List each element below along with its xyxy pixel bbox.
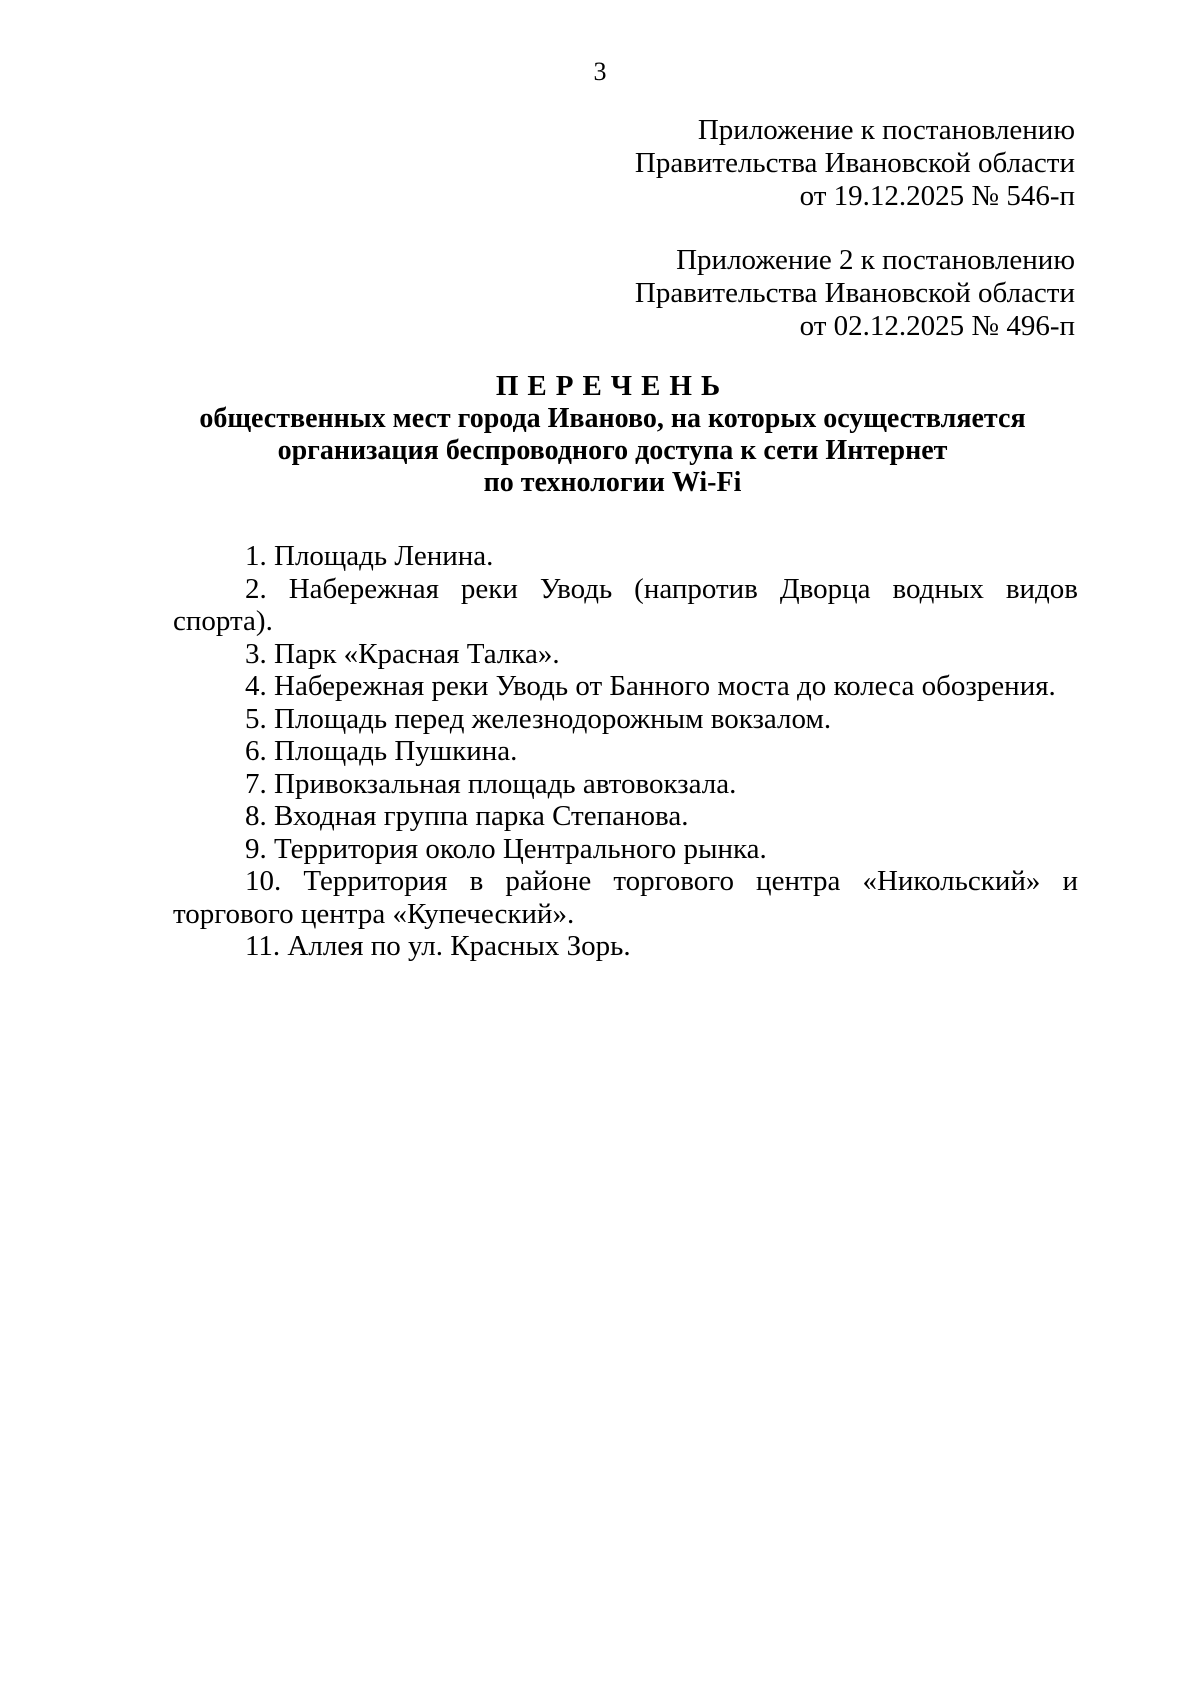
list-item: 4. Набережная реки Уводь от Банного моста до колеса обозрения.: [245, 670, 1056, 702]
subtitle-line-1: общественных мест города Иваново, на которых осуществляется: [199, 403, 1026, 434]
appendix-header-2: [635, 244, 1075, 343]
list-item: 10. Территория в районе торгового центра «Никольский» и торгового центра «Купеческий».: [173, 865, 1078, 930]
list-item: 9. Территория около Центрального рынка.: [245, 832, 767, 865]
appendix-header-1: [635, 114, 1075, 213]
subtitle-line-2: организация беспроводного доступа к сети Интернет: [277, 435, 948, 466]
list-item: 3. Парк «Красная Талка».: [245, 637, 560, 670]
appendix-1-line-3: от 19.12.2025 № 546-п: [799, 180, 1075, 212]
places-list: [173, 540, 1078, 963]
list-item: 1. Площадь Ленина.: [245, 540, 494, 572]
document-title: ПЕРЕЧЕНЬ: [495, 370, 730, 402]
appendix-2-line-3: от 02.12.2025 № 496-п: [799, 310, 1075, 342]
list-item: 2. Набережная реки Уводь (напротив Дворца водных видов спорта).: [173, 572, 1078, 637]
list-item: 11. Аллея по ул. Красных Зорь.: [245, 930, 631, 962]
document-subtitle: [150, 403, 1075, 499]
appendix-1-line-2: Правительства Ивановской области: [634, 147, 1075, 179]
appendix-1-line-1: Приложение к постановлению: [697, 114, 1075, 146]
appendix-2-line-1: Приложение 2 к постановлению: [676, 244, 1075, 276]
list-item: 7. Привокзальная площадь автовокзала.: [245, 767, 737, 800]
title-block: [150, 370, 1075, 499]
list-item: 8. Входная группа парка Степанова.: [245, 800, 689, 832]
list-item: 6. Площадь Пушкина.: [245, 735, 518, 767]
appendix-2-line-2: Правительства Ивановской области: [634, 277, 1075, 309]
list-item: 5. Площадь перед железнодорожным вокзалом.: [245, 702, 832, 735]
subtitle-line-3: по технологии Wi-Fi: [483, 467, 742, 498]
page-number: 3: [593, 57, 607, 86]
